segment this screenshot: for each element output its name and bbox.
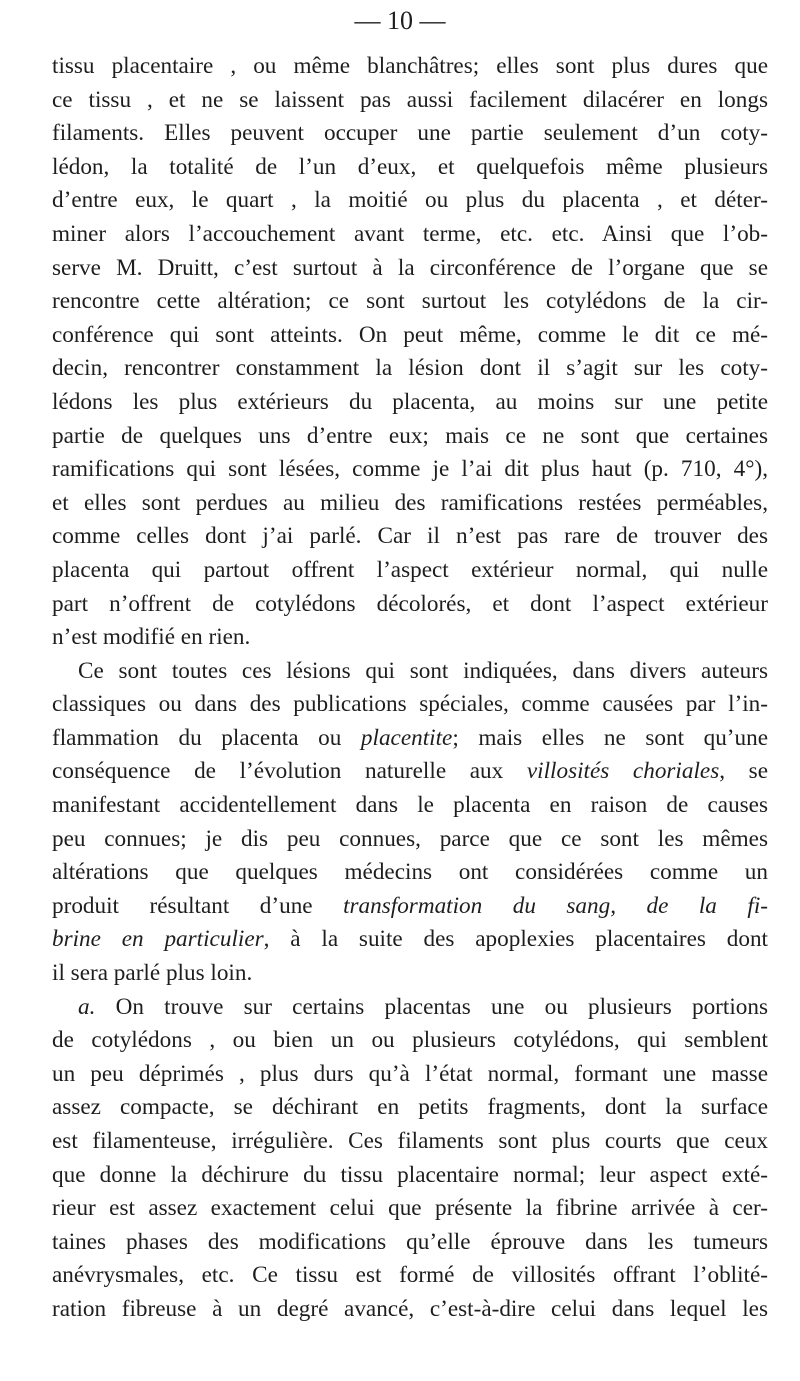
- text-line: [52, 1192, 768, 1226]
- text-run: il sera parlé plus loin.: [52, 960, 253, 987]
- body-text: [52, 50, 768, 1327]
- text-run: , se: [719, 758, 768, 785]
- text-line: [52, 184, 768, 218]
- text-line: [52, 453, 768, 487]
- text-line: [52, 1024, 768, 1058]
- text-run: et elles sont perdues au milieu des ramifications restées perméables,: [52, 489, 768, 516]
- text-line: [52, 386, 768, 420]
- italic-text-run: villosités choriales: [526, 758, 720, 785]
- text-line: [52, 1259, 768, 1293]
- text-line: [52, 991, 768, 1025]
- page-number: — 10 —: [354, 6, 446, 35]
- text-run: conséquence de l’évolution naturelle aux: [52, 758, 527, 785]
- text-run: anévrysmales, etc. Ce tissu est formé de villosités offrant l’oblité-: [52, 1262, 768, 1289]
- text-run: n’est modifié en rien.: [52, 624, 251, 651]
- text-run: placenta qui partout offrent l’aspect extérieur normal, qui nulle: [52, 556, 768, 583]
- text-run: ce tissu , et ne se laissent pas aussi facilement dilacérer en longs: [52, 86, 768, 113]
- italic-text-run: a.: [78, 993, 96, 1020]
- text-run: Ce sont toutes ces lésions qui sont indiquées, dans divers auteurs: [78, 657, 768, 684]
- text-line: [52, 823, 768, 857]
- text-run: manifestant accidentellement dans le placenta en raison de causes: [52, 792, 768, 819]
- text-line: [52, 554, 768, 588]
- text-run: ration fibreuse à un degré avancé, c’est-à-dire celui dans lequel les: [52, 1295, 768, 1322]
- text-run: produit résultant d’une: [52, 892, 344, 919]
- text-run: conférence qui sont atteints. On peut même, comme le dit ce mé-: [52, 321, 768, 348]
- text-line: [52, 688, 768, 722]
- text-line: [52, 1293, 768, 1327]
- text-line: [52, 151, 768, 185]
- text-run: rencontre cette altération; ce sont surtout les cotylédons de la cir-: [52, 288, 768, 315]
- text-line: [52, 588, 768, 622]
- text-run: assez compacte, se déchirant en petits fragments, dont la surface: [52, 1094, 768, 1121]
- text-line: [52, 520, 768, 554]
- text-line: [52, 84, 768, 118]
- text-run: rieur est assez exactement celui que présente la fibrine arrivée à cer-: [52, 1195, 768, 1222]
- text-run: serve M. Druitt, c’est surtout à la circonférence de l’organe que se: [52, 254, 768, 281]
- text-line: [52, 252, 768, 286]
- text-line: [52, 722, 768, 756]
- text-run: altérations que quelques médecins ont considérées comme un: [52, 859, 768, 886]
- text-run: que donne la déchirure du tissu placentaire normal; leur aspect exté-: [52, 1161, 768, 1188]
- text-run: tissu placentaire , ou même blanchâtres; elles sont plus dures que: [52, 53, 768, 79]
- text-line: [52, 655, 768, 689]
- text-run: comme celles dont j’ai parlé. Car il n’est pas rare de trouver des: [52, 523, 768, 550]
- text-run: de cotylédons , ou bien un ou plusieurs cotylédons, qui semblent: [52, 1027, 768, 1054]
- text-line: [52, 50, 768, 84]
- text-run: lédons les plus extérieurs du placenta, au moins sur une petite: [52, 388, 768, 415]
- text-line: [52, 1226, 768, 1260]
- text-run: On trouve sur certains placentas une ou plusieurs portions: [95, 993, 768, 1020]
- text-run: d’entre eux, le quart , la moitié ou plus du placenta , et déter-: [52, 187, 768, 214]
- text-run: partie de quelques uns d’entre eux; mais ce ne sont que certaines: [52, 422, 768, 449]
- text-line: [52, 1091, 768, 1125]
- text-run: lédon, la totalité de l’un d’eux, et quelquefois même plusieurs: [52, 153, 768, 180]
- text-line: [52, 957, 768, 991]
- text-line: [52, 1159, 768, 1193]
- text-line: [52, 487, 768, 521]
- text-run: taines phases des modifications qu’elle éprouve dans les tumeurs: [52, 1228, 768, 1255]
- text-line: [52, 117, 768, 151]
- text-line: [52, 319, 768, 353]
- text-line: [52, 923, 768, 957]
- text-run: filaments. Elles peuvent occuper une partie seulement d’un coty-: [52, 120, 768, 147]
- text-line: [52, 621, 768, 655]
- text-run: est filamenteuse, irrégulière. Ces filaments sont plus courts que ceux: [52, 1128, 768, 1154]
- text-line: [52, 890, 768, 924]
- text-run: un peu déprimés , plus durs qu’à l’état normal, formant une masse: [52, 1060, 768, 1087]
- text-run: miner alors l’accouchement avant terme, etc. etc. Ainsi que l’ob-: [52, 220, 768, 247]
- text-line: [52, 285, 768, 319]
- text-line: [52, 218, 768, 252]
- italic-text-run: placentite: [360, 724, 453, 751]
- text-run: decin, rencontrer constamment la lésion dont il s’agit sur les coty-: [52, 355, 768, 382]
- text-line: [52, 1125, 768, 1159]
- text-run: ; mais elles ne sont qu’une: [452, 724, 768, 751]
- text-line: [52, 420, 768, 454]
- text-line: [52, 352, 768, 386]
- text-line: [52, 789, 768, 823]
- italic-text-run: brine en particulier: [52, 926, 264, 953]
- italic-text-run: transformation du sang, de la fi-: [343, 892, 768, 919]
- text-line: [52, 755, 768, 789]
- text-run: , à la suite des apoplexies placentaires dont: [263, 926, 768, 953]
- text-run: flammation du placenta ou: [52, 724, 361, 751]
- text-run: ramifications qui sont lésées, comme je l’ai dit plus haut (p. 710, 4°),: [52, 456, 768, 483]
- text-run: peu connues; je dis peu connues, parce que ce sont les mêmes: [52, 825, 768, 852]
- text-line: [52, 1058, 768, 1092]
- text-run: classiques ou dans des publications spéciales, comme causées par l’in-: [52, 691, 768, 718]
- text-line: [52, 856, 768, 890]
- text-run: part n’offrent de cotylédons décolorés, et dont l’aspect extérieur: [52, 590, 768, 617]
